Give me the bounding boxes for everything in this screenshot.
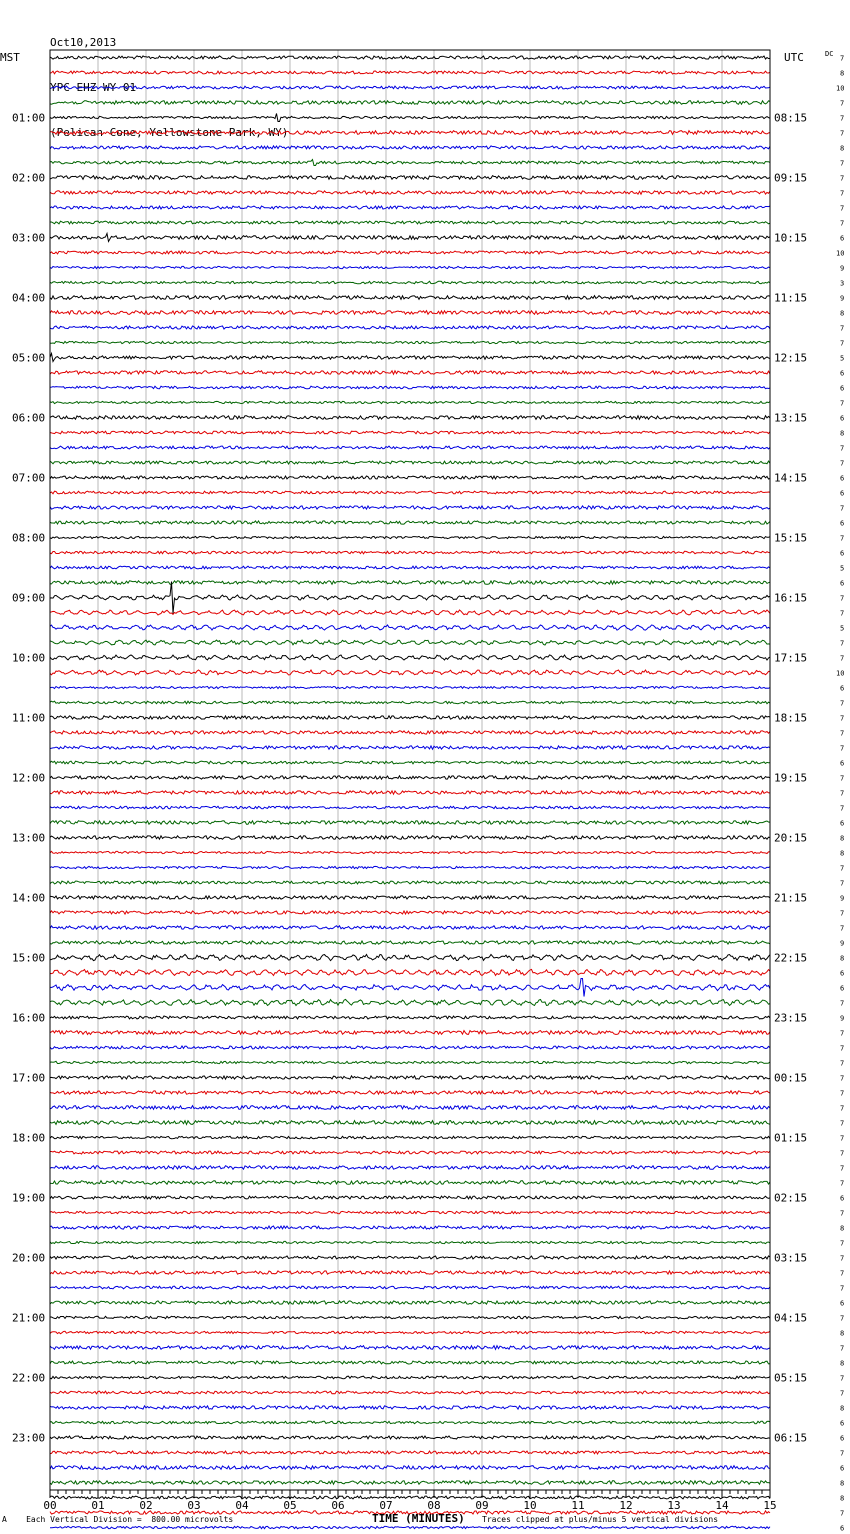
trace-3 [50,86,770,89]
trace-81 [50,1256,770,1259]
trace-72 [50,1121,770,1125]
trace-97 [50,1496,770,1499]
left-hour-label: 13:00 [12,831,46,845]
dc-value: 8 [840,309,845,318]
trace-42 [50,670,770,675]
right-hour-label: 02:15 [774,1191,808,1205]
x-tick-label: 11 [571,1499,585,1512]
trace-48 [50,761,770,764]
dc-value: 8 [840,1479,845,1488]
left-hour-label: 18:00 [12,1131,46,1145]
trace-24 [50,401,770,403]
dc-value: 7 [840,534,845,543]
right-hour-label: 21:15 [774,891,808,905]
trace-44 [50,701,770,704]
dc-value: 6 [840,969,845,978]
trace-54 [50,851,770,853]
trace-7 [50,146,770,149]
trace-40 [50,640,770,645]
dc-value: 3 [840,279,845,288]
dc-value: 7 [840,729,845,738]
right-hour-label: 23:15 [774,1011,808,1025]
dc-value: 7 [840,99,845,108]
dc-value: 7 [840,864,845,873]
right-hour-label: 18:15 [774,711,808,725]
dc-value: 7 [840,1209,845,1218]
dc-value: 7 [840,699,845,708]
dc-value: 9 [840,264,845,273]
dc-value: 6 [840,1464,845,1473]
right-hour-label: 12:15 [774,351,808,365]
trace-38 [50,610,770,615]
left-hour-label: 22:00 [12,1371,46,1385]
trace-53 [50,836,770,840]
dc-label: DC [825,50,834,58]
trace-83 [50,1286,770,1289]
dc-value: 7 [840,1374,845,1383]
scale-note [2,1515,233,1524]
small-mark: A [2,1515,7,1524]
trace-84 [50,1301,770,1304]
dc-value: 7 [840,1029,845,1038]
left-hour-label: 16:00 [12,1011,46,1025]
dc-value: 6 [840,234,845,243]
trace-33 [50,536,770,538]
trace-87 [50,1346,770,1350]
trace-69 [50,1076,770,1079]
trace-31 [50,506,770,509]
right-hour-label: 06:15 [774,1431,808,1445]
trace-37 [50,582,770,614]
chart-date: Oct10,2013 [50,36,117,49]
trace-96 [50,1481,770,1485]
trace-22 [50,371,770,374]
dc-value: 7 [840,204,845,213]
left-hour-label: 11:00 [12,711,46,725]
left-hour-label: 14:00 [12,891,46,905]
trace-89 [50,1376,770,1379]
dc-value: 5 [840,354,845,363]
trace-5 [50,114,770,122]
dc-value: 7 [840,1164,845,1173]
dc-value: 8 [840,1404,845,1413]
left-hour-label: 07:00 [12,471,46,485]
trace-21 [50,354,770,362]
trace-71 [50,1106,770,1110]
trace-73 [50,1136,770,1138]
left-hour-label: 03:00 [12,231,46,245]
dc-value: 8 [840,1359,845,1368]
dc-value: 6 [840,519,845,528]
trace-55 [50,866,770,868]
left-hour-label: 12:00 [12,771,46,785]
dc-value: 6 [840,369,845,378]
scale-note-text: Each Vertical Division = 800.00 microvolts [26,1515,234,1524]
trace-15 [50,266,770,268]
trace-47 [50,746,770,749]
dc-value: 7 [840,879,845,888]
dc-value: 6 [840,414,845,423]
dc-value: 7 [840,639,845,648]
dc-value: 8 [840,834,845,843]
trace-91 [50,1406,770,1409]
left-hour-label: 10:00 [12,651,46,665]
right-timezone-label: UTC [784,51,804,64]
x-axis-label: TIME (MINUTES) [372,1512,465,1525]
x-tick-label: 10 [523,1499,537,1512]
dc-value: 9 [840,294,845,303]
dc-value: 7 [840,459,845,468]
trace-85 [50,1316,770,1318]
right-hour-label: 03:15 [774,1251,808,1265]
dc-value: 7 [840,1134,845,1143]
dc-value: 7 [840,399,845,408]
trace-92 [50,1421,770,1424]
trace-8 [50,160,770,166]
left-hour-label: 20:00 [12,1251,46,1265]
trace-88 [50,1361,770,1364]
trace-70 [50,1091,770,1094]
left-timezone-label: MST [0,51,20,64]
trace-6 [50,131,770,135]
dc-value: 7 [840,189,845,198]
x-tick-label: 07 [379,1499,393,1512]
x-ticks [43,1490,776,1512]
trace-95 [50,1466,770,1470]
dc-value: 7 [840,1344,845,1353]
right-hour-label: 10:15 [774,231,808,245]
right-hour-label: 09:15 [774,171,808,185]
trace-86 [50,1331,770,1333]
dc-value: 7 [840,1119,845,1128]
trace-61 [50,955,770,961]
dc-value: 7 [840,1284,845,1293]
trace-65 [50,1016,770,1019]
dc-value: 7 [840,1389,845,1398]
left-hour-label: 23:00 [12,1431,46,1445]
x-tick-label: 09 [475,1499,489,1512]
dc-value: 5 [840,624,845,633]
right-hour-label: 13:15 [774,411,808,425]
trace-14 [50,251,770,254]
dc-value: 8 [840,1329,845,1338]
trace-43 [50,686,770,688]
dc-value: 7 [840,1314,845,1323]
right-hour-label: 00:15 [774,1071,808,1085]
dc-value: 7 [840,1269,845,1278]
dc-value: 8 [840,849,845,858]
dc-value: 7 [840,594,845,603]
x-tick-label: 01 [91,1499,105,1512]
trace-25 [50,416,770,420]
dc-value: 6 [840,489,845,498]
dc-value: 9 [840,1014,845,1023]
dc-value: 7 [840,654,845,663]
dc-value: 7 [840,114,845,123]
trace-49 [50,776,770,779]
dc-value: 7 [840,1254,845,1263]
dc-value: 7 [840,1089,845,1098]
left-hour-label: 04:00 [12,291,46,305]
dc-value: 6 [840,1524,845,1533]
dc-value: 7 [840,1239,845,1248]
dc-value: 6 [840,579,845,588]
trace-32 [50,521,770,524]
dc-value: 6 [840,984,845,993]
trace-58 [50,911,770,914]
trace-26 [50,431,770,434]
right-hour-label: 14:15 [774,471,808,485]
dc-value: 6 [840,1194,845,1203]
trace-59 [50,926,770,929]
right-hour-label: 22:15 [774,951,808,965]
dc-value: 8 [840,1494,845,1503]
trace-67 [50,1046,770,1049]
trace-50 [50,791,770,794]
trace-4 [50,101,770,105]
dc-value: 10 [836,669,845,678]
dc-value: 7 [840,129,845,138]
clip-note: Traces clipped at plus/minus 5 vertical divisions [482,1515,719,1524]
trace-36 [50,581,770,585]
trace-34 [50,551,770,554]
dc-value: 5 [840,564,845,573]
trace-11 [50,206,770,209]
dc-value: 7 [840,339,845,348]
trace-19 [50,326,770,329]
left-hour-label: 21:00 [12,1311,46,1325]
dc-value: 7 [840,174,845,183]
dc-value: 9 [840,939,845,948]
left-hour-label: 02:00 [12,171,46,185]
left-hour-label: 19:00 [12,1191,46,1205]
trace-9 [50,176,770,180]
trace-76 [50,1181,770,1185]
dc-value: 6 [840,549,845,558]
dc-value: 6 [840,684,845,693]
dc-value: 7 [840,219,845,228]
x-tick-label: 04 [235,1499,249,1512]
left-hour-label: 06:00 [12,411,46,425]
trace-1 [50,56,770,59]
dc-value: 8 [840,429,845,438]
x-tick-label: 13 [667,1499,681,1512]
trace-35 [50,566,770,569]
dc-value: 7 [840,1104,845,1113]
dc-value: 7 [840,1059,845,1068]
trace-99 [50,1526,770,1528]
dc-value: 7 [840,924,845,933]
dc-value: 6 [840,759,845,768]
trace-68 [50,1061,770,1063]
dc-value: 8 [840,1224,845,1233]
dc-value: 7 [840,609,845,618]
trace-56 [50,881,770,884]
x-tick-label: 12 [619,1499,633,1512]
dc-value: 7 [840,714,845,723]
dc-value: 7 [840,999,845,1008]
trace-64 [50,999,770,1005]
trace-80 [50,1241,770,1243]
x-tick-label: 15 [763,1499,777,1512]
right-hour-label: 01:15 [774,1131,808,1145]
dc-value: 9 [840,894,845,903]
dc-value: 7 [840,1149,845,1158]
trace-66 [50,1031,770,1035]
trace-90 [50,1391,770,1394]
trace-20 [50,341,770,343]
left-hour-label: 08:00 [12,531,46,545]
x-tick-label: 08 [427,1499,441,1512]
dc-value: 7 [840,774,845,783]
right-hour-label: 17:15 [774,651,808,665]
dc-value: 10 [836,249,845,258]
right-hour-label: 16:15 [774,591,808,605]
dc-value: 7 [840,444,845,453]
dc-value: 7 [840,789,845,798]
station-location: (Pelican Cone, Yellowstone Park, WY) [50,126,289,139]
dc-value: 6 [840,819,845,828]
right-hour-label: 15:15 [774,531,808,545]
trace-39 [50,625,770,630]
trace-94 [50,1451,770,1454]
dc-value: 7 [840,1509,845,1518]
x-tick-label: 00 [43,1499,57,1512]
dc-value: 7 [840,909,845,918]
x-tick-label: 03 [187,1499,201,1512]
dc-value: 7 [840,159,845,168]
trace-60 [50,941,770,944]
dc-value: 7 [840,804,845,813]
dc-value: 6 [840,474,845,483]
x-tick-label: 02 [139,1499,153,1512]
trace-75 [50,1166,770,1170]
dc-value: 7 [840,1044,845,1053]
trace-82 [50,1271,770,1274]
trace-63 [50,979,770,997]
trace-30 [50,491,770,494]
trace-77 [50,1196,770,1199]
trace-2 [50,71,770,74]
trace-29 [50,476,770,479]
right-hour-label: 08:15 [774,111,808,125]
trace-18 [50,311,770,315]
dc-value: 8 [840,144,845,153]
trace-62 [50,969,770,975]
dc-value: 7 [840,504,845,513]
left-hour-label: 05:00 [12,351,46,365]
dc-value: 8 [840,69,845,78]
dc-value: 6 [840,1299,845,1308]
trace-45 [50,716,770,719]
dc-value: 7 [840,1074,845,1083]
left-hour-label: 15:00 [12,951,46,965]
trace-52 [50,821,770,825]
dc-value: 7 [840,744,845,753]
trace-28 [50,461,770,464]
right-hour-label: 19:15 [774,771,808,785]
trace-46 [50,731,770,734]
trace-79 [50,1226,770,1229]
dc-value: 6 [840,384,845,393]
station-name: YPC EHZ WY 01 [50,81,137,94]
trace-27 [50,446,770,449]
left-hour-label: 17:00 [12,1071,46,1085]
trace-12 [50,221,770,224]
dc-value: 7 [840,1449,845,1458]
trace-74 [50,1151,770,1154]
x-tick-label: 14 [715,1499,729,1512]
traces [50,56,770,1534]
dc-value: 7 [840,1179,845,1188]
trace-51 [50,806,770,809]
dc-value: 8 [840,954,845,963]
dc-value: 6 [840,1434,845,1443]
trace-93 [50,1436,770,1439]
right-hour-label: 11:15 [774,291,808,305]
left-hour-label: 01:00 [12,111,46,125]
x-tick-label: 06 [331,1499,345,1512]
dc-value: 7 [840,54,845,63]
right-hour-label: 04:15 [774,1311,808,1325]
x-tick-label: 05 [283,1499,297,1512]
dc-value: 10 [836,84,845,93]
right-hour-label: 20:15 [774,831,808,845]
dc-value: 7 [840,324,845,333]
right-hour-label: 05:15 [774,1371,808,1385]
trace-10 [50,191,770,194]
dc-value: 6 [840,1419,845,1428]
trace-17 [50,296,770,300]
trace-23 [50,386,770,389]
trace-13 [50,234,770,242]
left-hour-label: 09:00 [12,591,46,605]
trace-78 [50,1211,770,1213]
trace-41 [50,655,770,660]
trace-57 [50,896,770,899]
trace-16 [50,281,770,284]
